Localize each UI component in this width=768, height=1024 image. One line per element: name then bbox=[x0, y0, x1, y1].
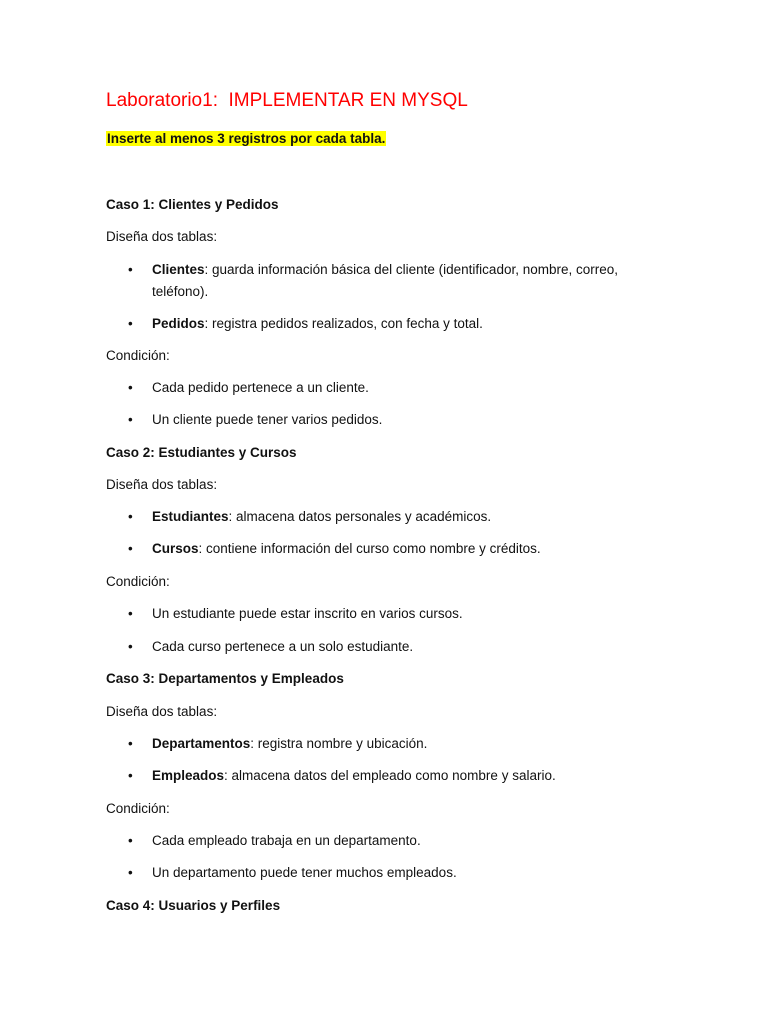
bullet-icon: • bbox=[128, 768, 133, 783]
bullet-icon: • bbox=[128, 509, 133, 524]
bullet-icon: • bbox=[128, 262, 133, 277]
table-name: Pedidos bbox=[152, 316, 205, 331]
case-2-condition-1: Un estudiante puede estar inscrito en varios cursos. bbox=[152, 606, 463, 621]
bullet-icon: • bbox=[128, 639, 133, 654]
table-desc: : registra nombre y ubicación. bbox=[250, 736, 428, 751]
case-2-condition-label: Condición: bbox=[106, 574, 170, 589]
case-3-condition-1: Cada empleado trabaja en un departamento. bbox=[152, 833, 421, 848]
table-name: Cursos bbox=[152, 541, 199, 556]
case-3-condition-label: Condición: bbox=[106, 801, 170, 816]
table-desc: : contiene información del curso como nombre y créditos. bbox=[198, 541, 541, 556]
case-3-table-2 bbox=[152, 765, 652, 787]
case-2-design-label: Diseña dos tablas: bbox=[106, 477, 218, 492]
bullet-icon: • bbox=[128, 833, 133, 848]
table-name: Departamentos bbox=[152, 736, 251, 751]
case-4-heading: Caso 4: Usuarios y Perfiles bbox=[106, 898, 281, 913]
case-1-table-2 bbox=[152, 313, 652, 335]
table-name: Clientes bbox=[152, 262, 205, 277]
table-desc: : registra pedidos realizados, con fecha y total. bbox=[204, 316, 483, 331]
table-desc: : almacena datos del empleado como nombre y salario. bbox=[224, 768, 556, 783]
case-3-table-1 bbox=[152, 733, 652, 755]
bullet-icon: • bbox=[128, 865, 133, 880]
case-1-table-1 bbox=[152, 259, 652, 303]
case-2-table-1 bbox=[152, 506, 652, 528]
case-3-condition-2: Un departamento puede tener muchos empleados. bbox=[152, 865, 457, 880]
table-desc: : guarda información básica del cliente (identificador, nombre, correo, teléfono). bbox=[152, 262, 619, 299]
bullet-icon: • bbox=[128, 316, 133, 331]
case-1-condition-label: Condición: bbox=[106, 348, 170, 363]
case-2-heading: Caso 2: Estudiantes y Cursos bbox=[106, 445, 297, 460]
bullet-icon: • bbox=[128, 606, 133, 621]
table-desc: : almacena datos personales y académicos. bbox=[228, 509, 492, 524]
case-3-design-label: Diseña dos tablas: bbox=[106, 704, 218, 719]
document-title: Laboratorio1: IMPLEMENTAR EN MYSQL bbox=[106, 90, 468, 111]
bullet-icon: • bbox=[128, 380, 133, 395]
case-2-condition-2: Cada curso pertenece a un solo estudiante. bbox=[152, 639, 414, 654]
bullet-icon: • bbox=[128, 412, 133, 427]
case-1-heading: Caso 1: Clientes y Pedidos bbox=[106, 197, 279, 212]
case-2-table-2 bbox=[152, 538, 652, 560]
bullet-icon: • bbox=[128, 736, 133, 751]
case-1-condition-1: Cada pedido pertenece a un cliente. bbox=[152, 380, 369, 395]
table-name: Estudiantes bbox=[152, 509, 229, 524]
bullet-icon: • bbox=[128, 541, 133, 556]
case-1-condition-2: Un cliente puede tener varios pedidos. bbox=[152, 412, 383, 427]
highlighted-instruction: Inserte al menos 3 registros por cada tabla. bbox=[107, 131, 386, 146]
case-3-heading: Caso 3: Departamentos y Empleados bbox=[106, 671, 344, 686]
case-1-design-label: Diseña dos tablas: bbox=[106, 229, 218, 244]
table-name: Empleados bbox=[152, 768, 225, 783]
